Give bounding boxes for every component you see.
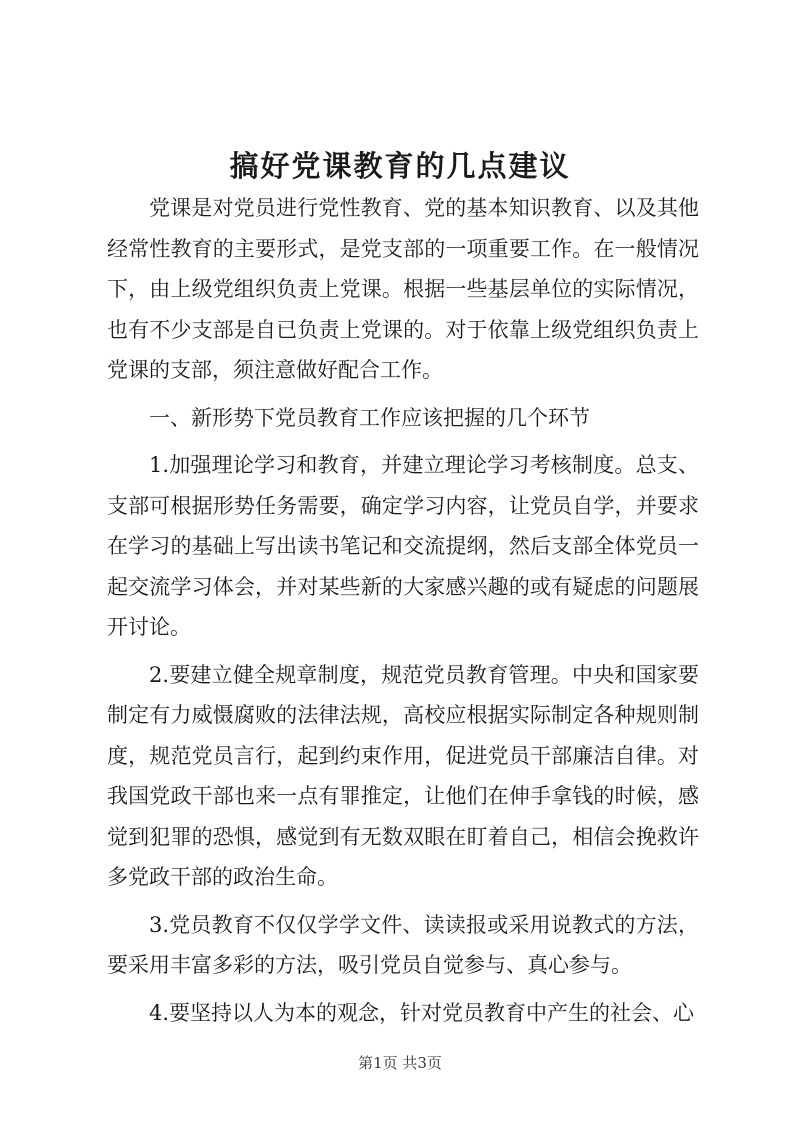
- paragraph-item-3: 3.党员教育不仅仅学学文件、读读报或采用说教式的方法，要采用丰富多彩的方法，吸引党员自觉参与、真心参与。: [107, 912, 699, 977]
- paragraph-item-2: 2.要建立健全规章制度，规范党员教育管理。中央和国家要制定有力威慑腐败的法律法规，高校应根据实际制定各种规则制度，规范党员言行，起到约束作用，促进党员干部廉洁自律。对我国党政干部也来一点有罪推定，让他们在伸手拿钱的时候，感觉到犯罪的恐惧，感觉到有无数双眼在盯着自己，相信会挽救许多党政干部的政治生命。: [107, 662, 699, 889]
- paragraph-intro: 党课是对党员进行党性教育、党的基本知识教育、以及其他经常性教育的主要形式，是党支部的一项重要工作。在一般情况下，由上级党组织负责上党课。根据一些基层单位的实际情况，也有不少支部是自已负责上党课的。对于依靠上级党组织负责上党课的支部，须注意做好配合工作。: [107, 196, 699, 382]
- paragraph-item-1: 1.加强理论学习和教育，并建立理论学习考核制度。总支、支部可根据形势任务需要，确定学习内容，让党员自学，并要求在学习的基础上写出读书笔记和交流提纲，然后支部全体党员一起交流学习体会，并对某些新的大家感兴趣的或有疑虑的问题展开讨论。: [107, 453, 699, 639]
- section-heading: 一、新形势下党员教育工作应该把握的几个环节: [149, 405, 590, 430]
- document-title: 搞好党课教育的几点建议: [229, 149, 571, 183]
- paragraph-item-4: 4.要坚持以人为本的观念，针对党员教育中产生的社会、心: [149, 1000, 695, 1025]
- page-number-footer: 第1页 共3页: [358, 1054, 442, 1072]
- document-body: [107, 188, 699, 1040]
